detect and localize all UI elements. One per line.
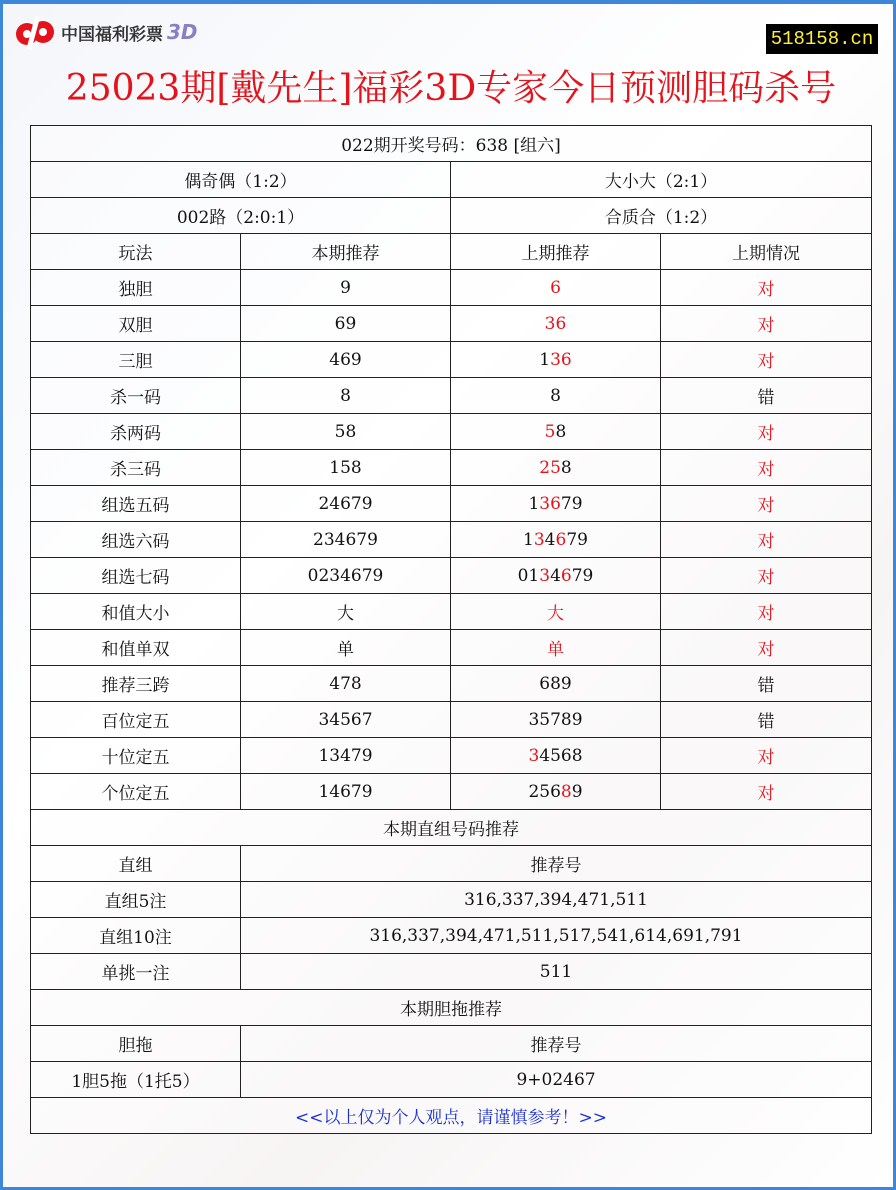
draw-result: 022期开奖号码：638 [组六] [31, 126, 872, 162]
miss-digits: 9 [571, 781, 583, 802]
logo-text: 中国福利彩票 [61, 24, 163, 45]
hit-digits: 6 [550, 277, 561, 298]
previous-result: 错 [661, 702, 872, 738]
direct-type: 单挑一注 [31, 954, 241, 990]
column-header: 胆拖 [31, 1026, 241, 1062]
hit-digits: 5 [544, 421, 556, 442]
table-row [31, 630, 872, 666]
logo-3d: 3D [167, 20, 198, 44]
current-pick: 8 [241, 378, 451, 414]
play-type: 和值单双 [31, 630, 241, 666]
current-pick: 234679 [241, 522, 451, 558]
table-row [31, 954, 872, 990]
site-badge: 518158.cn [766, 24, 878, 54]
previous-result: 对 [661, 450, 872, 486]
table-row [31, 774, 872, 810]
current-pick: 24679 [241, 486, 451, 522]
play-type: 十位定五 [31, 738, 241, 774]
previous-pick [451, 378, 661, 414]
table-row [31, 306, 872, 342]
stats-row [31, 198, 872, 234]
previous-pick [451, 486, 661, 522]
table-row [31, 702, 872, 738]
current-pick: 大 [241, 594, 451, 630]
current-pick: 34567 [241, 702, 451, 738]
previous-pick [451, 450, 661, 486]
miss-digits: 4 [550, 565, 561, 586]
hit-digits: 8 [560, 781, 572, 802]
play-type: 独胆 [31, 270, 241, 306]
miss-digits: 79 [560, 493, 583, 514]
hit-digits: 6 [560, 565, 572, 586]
table-row [31, 378, 872, 414]
current-pick: 9 [241, 270, 451, 306]
hit-digits: 25 [539, 457, 561, 478]
previous-pick [451, 738, 661, 774]
previous-result: 错 [661, 666, 872, 702]
stat-cell: 002路（2:0:1） [31, 198, 451, 234]
hit-digits: 36 [550, 349, 572, 370]
miss-digits: 4568 [539, 745, 583, 766]
play-type: 组选七码 [31, 558, 241, 594]
previous-pick [451, 270, 661, 306]
drag-section-title [31, 990, 872, 1026]
miss-digits: 35789 [528, 709, 583, 730]
miss-digits: 8 [550, 385, 561, 406]
column-header: 推荐号 [241, 846, 872, 882]
lottery-logo [13, 14, 198, 50]
direct-header-row [31, 846, 872, 882]
play-type: 推荐三跨 [31, 666, 241, 702]
previous-pick [451, 702, 661, 738]
table-row [31, 1062, 872, 1098]
drag-section-title: 本期胆拖推荐 [31, 990, 872, 1026]
previous-pick [451, 558, 661, 594]
miss-digits: 256 [528, 781, 561, 802]
current-pick: 单 [241, 630, 451, 666]
previous-pick [451, 306, 661, 342]
current-pick: 13479 [241, 738, 451, 774]
table-row [31, 558, 872, 594]
previous-result: 对 [661, 270, 872, 306]
column-header: 推荐号 [241, 1026, 872, 1062]
stat-cell: 偶奇偶（1:2） [31, 162, 451, 198]
hit-digits: 单 [547, 640, 564, 660]
previous-result: 对 [661, 486, 872, 522]
table-row [31, 414, 872, 450]
previous-result: 对 [661, 558, 872, 594]
table-row [31, 486, 872, 522]
previous-result: 对 [661, 306, 872, 342]
previous-pick [451, 774, 661, 810]
stats-row [31, 162, 872, 198]
previous-result: 错 [661, 378, 872, 414]
column-header: 上期情况 [661, 234, 872, 270]
stat-cell: 大小大（2:1） [451, 162, 872, 198]
column-header: 上期推荐 [451, 234, 661, 270]
draw-result-row [31, 126, 872, 162]
play-type: 个位定五 [31, 774, 241, 810]
hit-digits: 3 [533, 529, 545, 550]
miss-digits: 8 [555, 421, 567, 442]
play-type: 组选五码 [31, 486, 241, 522]
table-row [31, 342, 872, 378]
play-type: 和值大小 [31, 594, 241, 630]
hit-digits: 36 [539, 493, 561, 514]
miss-digits: 1 [528, 493, 540, 514]
play-type: 杀三码 [31, 450, 241, 486]
column-header: 直组 [31, 846, 241, 882]
direct-type: 直组5注 [31, 882, 241, 918]
previous-result: 对 [661, 630, 872, 666]
stat-cell: 合质合（1:2） [451, 198, 872, 234]
play-type: 百位定五 [31, 702, 241, 738]
page-title: 25023期[戴先生]福彩3D专家今日预测胆码杀号 [65, 68, 837, 109]
miss-digits: 1 [523, 529, 534, 550]
current-pick: 158 [241, 450, 451, 486]
play-type: 杀一码 [31, 378, 241, 414]
current-pick: 478 [241, 666, 451, 702]
direct-numbers: 511 [241, 954, 872, 990]
miss-digits: 1 [539, 349, 551, 370]
previous-pick [451, 414, 661, 450]
hit-digits: 36 [544, 313, 567, 334]
table-row [31, 738, 872, 774]
table-row [31, 270, 872, 306]
miss-digits: 689 [539, 673, 572, 694]
column-header: 玩法 [31, 234, 241, 270]
previous-result: 对 [661, 522, 872, 558]
current-pick: 0234679 [241, 558, 451, 594]
miss-digits: 79 [571, 565, 594, 586]
miss-digits: 4 [544, 529, 556, 550]
current-pick: 69 [241, 306, 451, 342]
prediction-table [30, 125, 872, 1134]
play-type: 三胆 [31, 342, 241, 378]
play-type: 双胆 [31, 306, 241, 342]
current-pick: 14679 [241, 774, 451, 810]
current-pick: 58 [241, 414, 451, 450]
direct-type: 直组10注 [31, 918, 241, 954]
drag-header-row [31, 1026, 872, 1062]
hit-digits: 3 [539, 565, 551, 586]
previous-result: 对 [661, 774, 872, 810]
hit-digits: 3 [528, 745, 540, 766]
previous-pick [451, 594, 661, 630]
table-row [31, 882, 872, 918]
play-type: 组选六码 [31, 522, 241, 558]
header-row [31, 234, 872, 270]
direct-section-title: 本期直组号码推荐 [31, 810, 872, 846]
miss-digits: 8 [560, 457, 572, 478]
current-pick: 469 [241, 342, 451, 378]
previous-result: 对 [661, 342, 872, 378]
note-row [31, 1098, 872, 1134]
table-row [31, 666, 872, 702]
table-row [31, 594, 872, 630]
drag-type: 1胆5拖（1托5） [31, 1062, 241, 1098]
direct-section-title [31, 810, 872, 846]
table-row [31, 450, 872, 486]
drag-numbers: 9+02467 [241, 1062, 872, 1098]
direct-numbers: 316,337,394,471,511,517,541,614,691,791 [241, 918, 872, 954]
hit-digits: 大 [547, 604, 564, 624]
table-row [31, 918, 872, 954]
disclaimer-note: <<以上仅为个人观点，请谨慎参考！>> [31, 1098, 872, 1134]
table-row [31, 522, 872, 558]
miss-digits: 79 [566, 529, 588, 550]
previous-pick [451, 342, 661, 378]
direct-numbers: 316,337,394,471,511 [241, 882, 872, 918]
previous-pick [451, 630, 661, 666]
hit-digits: 6 [555, 529, 567, 550]
previous-result: 对 [661, 738, 872, 774]
column-header: 本期推荐 [241, 234, 451, 270]
miss-digits: 01 [517, 565, 540, 586]
previous-pick [451, 666, 661, 702]
welfare-lottery-logo-icon [13, 14, 57, 50]
previous-pick [451, 522, 661, 558]
previous-result: 对 [661, 414, 872, 450]
previous-result: 对 [661, 594, 872, 630]
play-type: 杀两码 [31, 414, 241, 450]
